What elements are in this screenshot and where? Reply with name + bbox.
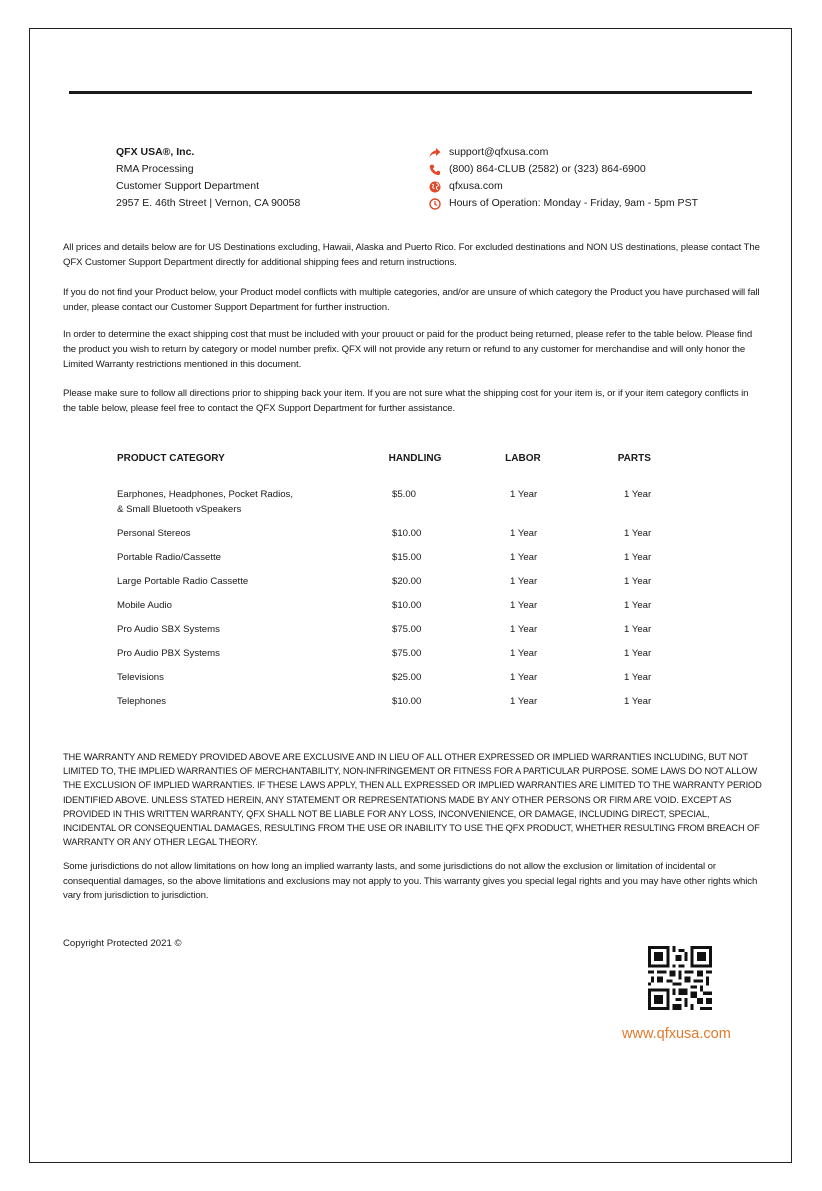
cell-parts: 1 Year [624,624,652,635]
cell-handling: $10.00 [392,696,422,707]
cell-handling: $75.00 [392,624,422,635]
cell-category: Mobile Audio [117,600,172,611]
cell-category: Televisions [117,672,164,683]
contact-phone-row [428,161,698,178]
contact-hours-row [428,195,698,212]
cell-parts: 1 Year [624,576,652,587]
address-line: RMA Processing [116,163,194,175]
cell-labor: 1 Year [510,624,538,635]
cell-labor: 1 Year [510,648,538,659]
table-row [117,575,684,590]
cell-labor: 1 Year [510,528,538,539]
hours-of-operation: Hours of Operation: Monday - Friday, 9am - 5pm PST [449,197,698,209]
cell-category: Pro Audio PBX Systems [117,648,220,659]
cell-parts: 1 Year [624,648,652,659]
table-row [117,527,684,542]
header-product-category: PRODUCT CATEGORY [117,453,225,464]
paragraph-product-category: If you do not find your Product below, your Product model conflicts with multiple categories, and/or are unsure of which category the Product you have purchased will fall under, please contact our Customer Support Department for further instruction. [63,287,760,313]
cell-category: Telephones [117,696,167,707]
cell-handling: $20.00 [392,576,422,587]
cell-labor: 1 Year [510,696,538,707]
cell-handling: $10.00 [392,528,422,539]
phone-icon [428,163,441,176]
table-header [117,453,677,469]
share-arrow-icon [428,146,441,159]
clock-icon [428,197,441,210]
table-row [117,647,684,662]
shipping-cost-table [117,453,677,707]
cell-parts: 1 Year [624,696,652,707]
header-handling: HANDLING [388,453,442,464]
address-line: 2957 E. 46th Street | Vernon, CA 90058 [116,197,301,209]
cell-labor: 1 Year [510,672,538,683]
cell-handling: $75.00 [392,648,422,659]
table-row [117,623,684,638]
cell-parts: 1 Year [624,489,652,500]
contact-email-row [428,144,698,161]
email-link[interactable]: support@qfxusa.com [449,146,549,158]
mailing-address [116,144,300,212]
cell-parts: 1 Year [624,528,652,539]
header-parts: PARTS [617,453,651,464]
table-row [117,551,684,566]
contact-info [428,144,698,212]
paragraph-shipping-cost: In order to determine the exact shipping cost that must be included with your prouuct or paid for the product being returned, please refer to the table below. Please find the product you wish to return by category or model number prefix. QFX will not provide any return or refund to any customer for merchandise and will only honor the Limited Warranty restrictions mentioned in this document. [63,329,753,370]
cell-handling: $5.00 [392,489,417,500]
cell-labor: 1 Year [510,576,538,587]
company-name: QFX USA®, Inc. [116,146,195,158]
address-line: Customer Support Department [116,180,259,192]
globe-icon [428,180,441,193]
warranty-disclaimer: THE WARRANTY AND REMEDY PROVIDED ABOVE ARE EXCLUSIVE AND IN LIEU OF ALL OTHER EXPRESSED OR IMPLIED WARRANTIES INCLUDING, BUT NOT LIMITED TO, THE IMPLIED WARRANTIES OF MERCHANTABILITY, NON-INFRINGEMENT OR FITNESS FOR A PARTICULAR PURPOSE. SOME LAWS DO NOT ALLOW THE EXCLUSION OF IMPLIED WARRANTIES. IF THESE LAWS APPLY, THEN ALL EXPRESSED OR IMPLIED WARRANTIES ARE LIMITED TO THE WARRANTY PERIOD IDENTIFIED ABOVE. UNLESS STATED HEREIN, ANY STATEMENT OR REPRESENTATIONS MADE BY ANY OTHER PERSONS OR FIRM ARE VOID. EXCEPT AS PROVIDED IN THIS WRITTEN WARRANTY, QFX SHALL NOT BE LIABLE FOR ANY LOSS, INCONVENIENCE, OR DAMAGE, INCLUDING DIRECT, SPECIAL, INCIDENTAL OR CONSEQUENTIAL DAMAGES, RESULTING FROM THE USE OR INABILITY TO USE THE QFX PRODUCT, WHETHER RESULTING FROM BREACH OF WARRANTY OR ANY OTHER LEGAL THEORY. [63,752,762,848]
top-divider [69,91,752,94]
cell-category: Portable Radio/Cassette [117,552,221,563]
cell-category: Personal Stereos [117,528,191,539]
cell-labor: 1 Year [510,600,538,611]
website-link[interactable]: qfxusa.com [449,180,503,192]
cell-parts: 1 Year [624,552,652,563]
table-row [117,695,684,710]
cell-parts: 1 Year [624,600,652,611]
cell-category: Earphones, Headphones, Pocket Radios, & Small Bluetooth vSpeakers [117,489,293,515]
jurisdiction-notice: Some jurisdictions do not allow limitations on how long an implied warranty lasts, and some jurisdictions do not allow the exclusion or limitation of incidental or consequential damages, so the above limitations and exclusions may not apply to you. This warranty gives you special legal rights and you may have other rights which vary from jurisdiction to jurisdiction. [63,861,758,901]
cell-labor: 1 Year [510,489,538,500]
paragraph-destinations: All prices and details below are for US Destinations excluding, Hawaii, Alaska and Puerto Rico. For excluded destinations and NON US destinations, please contact The QFX Customer Support Department directly for additional shipping fees and return instructions. [63,242,760,268]
cell-handling: $15.00 [392,552,422,563]
table-row [117,599,684,614]
cell-parts: 1 Year [624,672,652,683]
cell-category: Large Portable Radio Cassette [117,576,249,587]
cell-handling: $10.00 [392,600,422,611]
qr-code-icon[interactable] [648,946,712,1010]
website-url[interactable]: www.qfxusa.com [622,1026,731,1042]
contact-web-row [428,178,698,195]
cell-labor: 1 Year [510,552,538,563]
phone-number[interactable]: (800) 864-CLUB (2582) or (323) 864-6900 [449,163,646,175]
header-labor: LABOR [505,453,541,464]
table-row [117,488,684,517]
cell-handling: $25.00 [392,672,422,683]
table-row [117,671,684,686]
cell-category: Pro Audio SBX Systems [117,624,220,635]
paragraph-directions: Please make sure to follow all directions prior to shipping back your item. If you are not sure what the shipping cost for your item is, or if your item category conflicts in the table below, please feel free to contact the QFX Support Department for further assistance. [63,388,749,414]
copyright-notice: Copyright Protected 2021 © [63,938,182,949]
